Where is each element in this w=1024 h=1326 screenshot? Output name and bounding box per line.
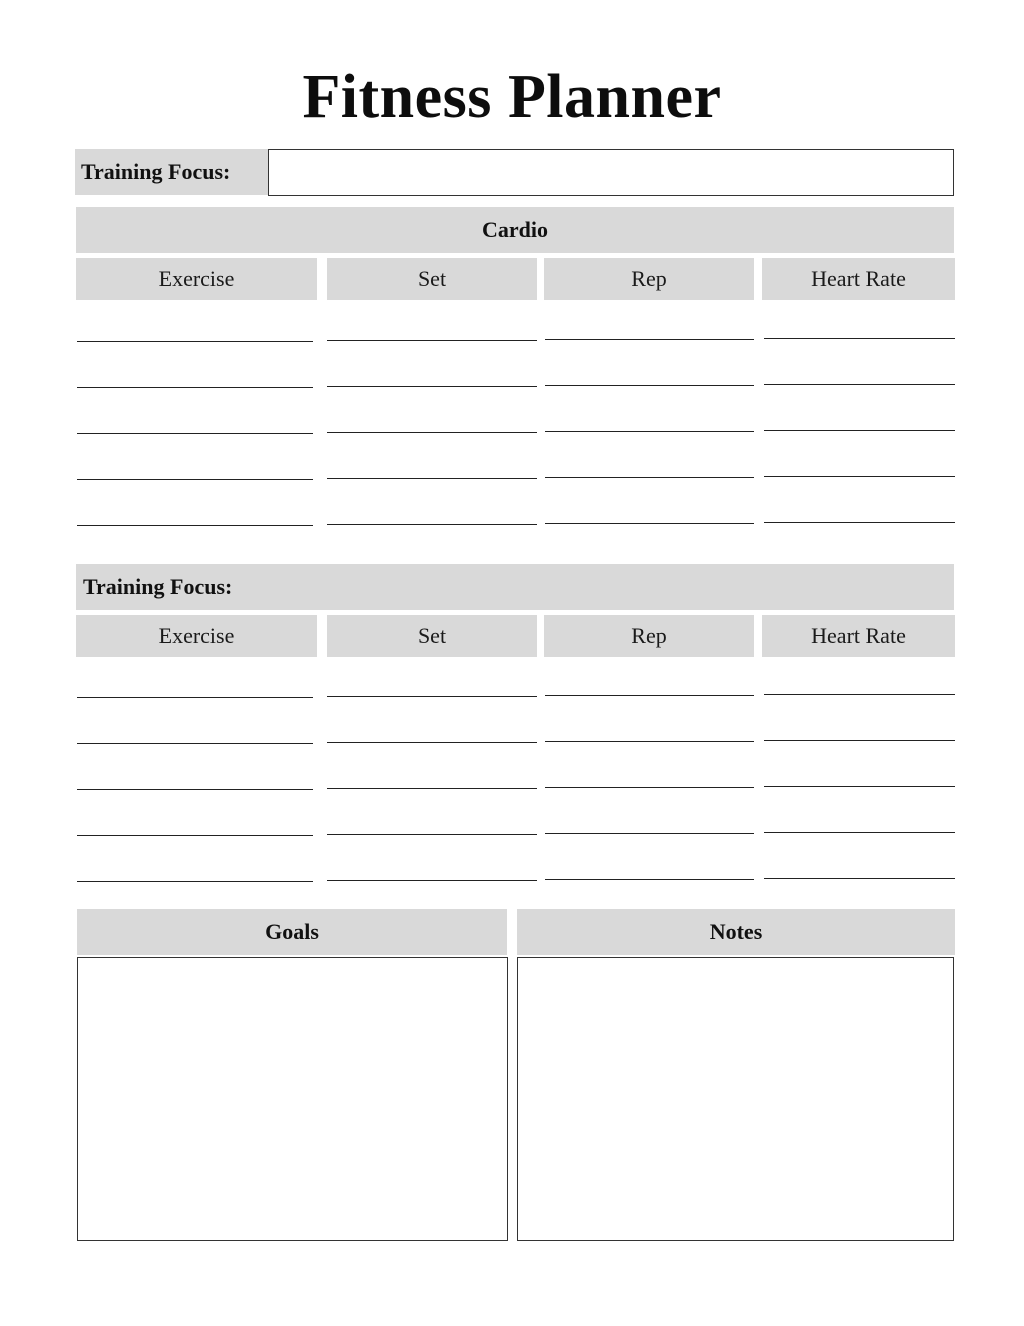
training-row-3-heart-rate-line[interactable] — [764, 786, 955, 787]
cardio-row-2-rep-line[interactable] — [545, 385, 754, 386]
notes-header: Notes — [517, 909, 955, 955]
training-row-4-set-line[interactable] — [327, 834, 537, 835]
cardio-row-1-exercise-line[interactable] — [77, 341, 313, 342]
training-col-set: Set — [327, 615, 537, 657]
training-col-rep: Rep — [544, 615, 754, 657]
notes-box[interactable] — [517, 957, 954, 1241]
cardio-row-3-rep-line[interactable] — [545, 431, 754, 432]
training-row-3-rep-line[interactable] — [545, 787, 754, 788]
training-row-3-exercise-line[interactable] — [77, 789, 313, 790]
cardio-row-5-set-line[interactable] — [327, 524, 537, 525]
cardio-col-heart-rate: Heart Rate — [762, 258, 955, 300]
page-title: Fitness Planner — [302, 63, 722, 131]
cardio-row-4-set-line[interactable] — [327, 478, 537, 479]
training-col-heart-rate: Heart Rate — [762, 615, 955, 657]
cardio-row-5-heart-rate-line[interactable] — [764, 522, 955, 523]
cardio-row-1-set-line[interactable] — [327, 340, 537, 341]
training-row-3-set-line[interactable] — [327, 788, 537, 789]
cardio-row-2-exercise-line[interactable] — [77, 387, 313, 388]
training-row-1-set-line[interactable] — [327, 696, 537, 697]
cardio-row-2-set-line[interactable] — [327, 386, 537, 387]
training-row-2-rep-line[interactable] — [545, 741, 754, 742]
cardio-row-3-heart-rate-line[interactable] — [764, 430, 955, 431]
cardio-row-2-heart-rate-line[interactable] — [764, 384, 955, 385]
cardio-row-3-exercise-line[interactable] — [77, 433, 313, 434]
training-row-5-rep-line[interactable] — [545, 879, 754, 880]
training-row-5-set-line[interactable] — [327, 880, 537, 881]
training-row-1-exercise-line[interactable] — [77, 697, 313, 698]
cardio-row-3-set-line[interactable] — [327, 432, 537, 433]
training-row-4-heart-rate-line[interactable] — [764, 832, 955, 833]
training-row-1-heart-rate-line[interactable] — [764, 694, 955, 695]
cardio-col-exercise: Exercise — [76, 258, 317, 300]
training-row-1-rep-line[interactable] — [545, 695, 754, 696]
training-row-2-exercise-line[interactable] — [77, 743, 313, 744]
training-row-4-rep-line[interactable] — [545, 833, 754, 834]
training-focus-label: Training Focus: — [75, 149, 268, 195]
cardio-row-1-rep-line[interactable] — [545, 339, 754, 340]
cardio-row-1-heart-rate-line[interactable] — [764, 338, 955, 339]
training-col-exercise: Exercise — [76, 615, 317, 657]
cardio-row-5-rep-line[interactable] — [545, 523, 754, 524]
cardio-col-rep: Rep — [544, 258, 754, 300]
training-row-5-exercise-line[interactable] — [77, 881, 313, 882]
cardio-section-header: Cardio — [76, 207, 954, 253]
training-row-2-set-line[interactable] — [327, 742, 537, 743]
training-focus-input[interactable] — [268, 149, 954, 196]
cardio-row-4-rep-line[interactable] — [545, 477, 754, 478]
cardio-row-5-exercise-line[interactable] — [77, 525, 313, 526]
cardio-row-4-heart-rate-line[interactable] — [764, 476, 955, 477]
goals-header: Goals — [77, 909, 507, 955]
goals-box[interactable] — [77, 957, 508, 1241]
training-focus-section-header: Training Focus: — [76, 564, 954, 610]
training-row-5-heart-rate-line[interactable] — [764, 878, 955, 879]
cardio-col-set: Set — [327, 258, 537, 300]
training-row-4-exercise-line[interactable] — [77, 835, 313, 836]
cardio-row-4-exercise-line[interactable] — [77, 479, 313, 480]
training-row-2-heart-rate-line[interactable] — [764, 740, 955, 741]
